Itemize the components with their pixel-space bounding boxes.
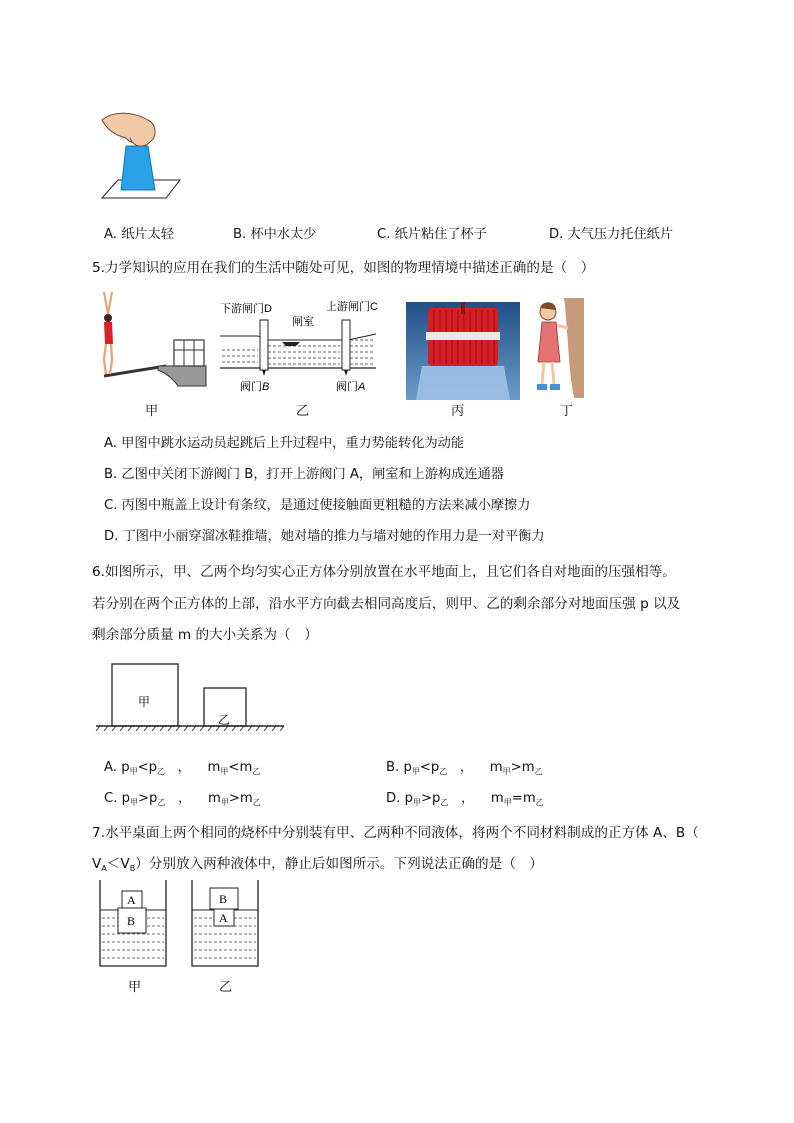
q6-option-c: C. $p_甲>p_乙$ ， $m_甲>m_乙$ (104, 791, 261, 807)
svg-text:阀门B: 阀门B (240, 381, 270, 393)
q5-stem: 5.力学知识的应用在我们的生活中随处可见，如图的物理情境中描述正确的是（ ） (92, 260, 595, 276)
q5-option-b: B. 乙图中关闭下游阀门 B，打开上游阀门 A，闸室和上游构成连通器 (104, 467, 504, 482)
cube-jia-label: 甲 (138, 695, 151, 709)
right-cube-a: A (219, 911, 228, 925)
right-cube-b: B (219, 892, 228, 906)
inverted-cup-figure (100, 108, 180, 203)
q5-option-d: D. 丁图中小丽穿溜冰鞋推墙，她对墙的推力与墙对她的作用力是一对平衡力 (104, 529, 545, 544)
q5-label-jia: 甲 (145, 404, 159, 419)
q5-label-bing: 丙 (451, 404, 465, 419)
girl-wall-figure (534, 298, 584, 398)
q6-option-b: B. $p_甲<p_乙$ ， $m_甲>m_乙$ (386, 760, 543, 776)
q4-option-c: C. 纸片粘住了杯子 (377, 227, 487, 242)
q6-stem-line1: 6.如图所示，甲、乙两个均匀实心正方体分别放置在水平地面上，且它们各自对地面的压强相等。 (92, 564, 676, 580)
svg-text:阀门A: 阀门A (336, 381, 366, 393)
cubes-on-ground-figure (96, 660, 286, 732)
q5-option-a: A. 甲图中跳水运动员起跳后上升过程中，重力势能转化为动能 (104, 436, 465, 451)
cube-yi-label: 乙 (218, 713, 231, 727)
q6-stem-line2: 若分别在两个正方体的上部，沿水平方向截去相同高度后，则甲、乙的剩余部分对地面压强 p 以及 (92, 596, 681, 612)
q6-stem-line3: 剩余部分质量 m 的大小关系为（ ） (92, 627, 318, 643)
q7-label-jia: 甲 (128, 980, 142, 995)
bottle-cap-photo (406, 302, 520, 400)
beakers-figure (96, 880, 266, 970)
diver-figure (96, 290, 208, 398)
q7-stem-line1: 7.水平桌面上两个相同的烧杯中分别装有甲、乙两种不同液体，将两个不同材料制成的正方体 A、B（ (92, 825, 699, 841)
q5-label-ding: 丁 (560, 404, 574, 419)
downstream-gate-label: 下游闸门D (220, 303, 272, 315)
ship-lock-figure (218, 298, 378, 398)
q6-option-d: D. $p_甲>p_乙$ ， $m_甲=m_乙$ (386, 791, 544, 807)
q7-stem-line2: $V_A<V_B$）分别放入两种液体中，静止后如图所示。下列说法正确的是（ ） (92, 856, 544, 873)
q5-label-yi: 乙 (296, 404, 310, 419)
q7-label-yi: 乙 (219, 980, 233, 995)
upstream-gate-label: 上游闸门C (326, 301, 378, 313)
q4-option-a: A. 纸片太轻 (104, 227, 174, 242)
left-cube-b: B (127, 914, 136, 928)
q5-option-c: C. 丙图中瓶盖上设计有条纹，是通过使接触面更粗糙的方法来减小摩擦力 (104, 498, 531, 513)
q4-option-d: D. 大气压力托住纸片 (549, 227, 674, 242)
q6-option-a: A. $p_甲<p_乙$ ， $m_甲<m_乙$ (104, 760, 261, 776)
q4-option-b: B. 杯中水太少 (233, 227, 317, 242)
left-cube-a: A (127, 893, 136, 907)
chamber-label: 闸室 (292, 316, 314, 328)
